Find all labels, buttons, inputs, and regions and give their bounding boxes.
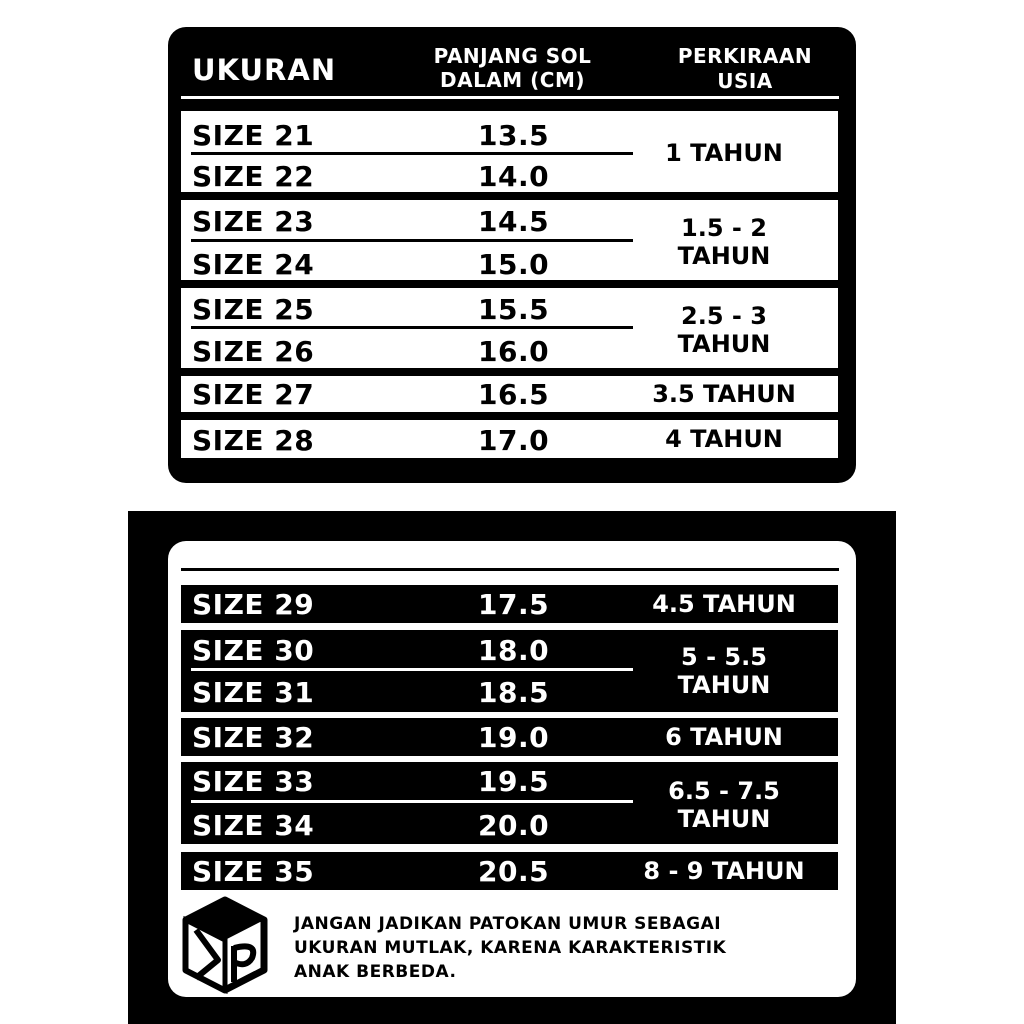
sole-length: 20.5 — [478, 855, 550, 888]
age-line1: 1 TAHUN — [665, 139, 783, 167]
sole-length: 14.5 — [478, 205, 550, 238]
top-divider — [181, 568, 839, 571]
age-estimate — [619, 139, 829, 167]
row-divider — [191, 326, 633, 329]
sole-length: 19.0 — [478, 721, 550, 754]
cube-logo-icon — [182, 896, 268, 994]
age-estimate — [619, 302, 829, 358]
disclaimer-note — [294, 912, 834, 984]
age-estimate — [619, 643, 829, 699]
size-label: SIZE 34 — [192, 809, 315, 842]
note-line2: UKURAN MUTLAK, KARENA KARAKTERISTIK — [294, 938, 727, 958]
sole-length: 17.5 — [478, 588, 550, 621]
age-line1: 2.5 - 3 — [681, 302, 767, 330]
size-label: SIZE 24 — [192, 248, 315, 281]
age-line1: 8 - 9 TAHUN — [643, 857, 805, 885]
size-group — [181, 200, 838, 280]
sole-length: 15.5 — [478, 293, 550, 326]
size-group — [181, 762, 838, 844]
header-length-line2: DALAM (CM) — [439, 68, 586, 92]
header-length-line1: PANJANG SOL — [433, 44, 592, 68]
age-estimate — [619, 723, 829, 751]
size-label: SIZE 22 — [192, 160, 315, 193]
size-label: SIZE 26 — [192, 335, 315, 368]
size-label: SIZE 27 — [192, 378, 315, 411]
size-label: SIZE 23 — [192, 205, 315, 238]
size-label: SIZE 32 — [192, 721, 315, 754]
row-divider — [191, 239, 633, 242]
age-estimate — [619, 777, 829, 833]
note-line1: JANGAN JADIKAN PATOKAN UMUR SEBAGAI — [294, 914, 722, 934]
header-age-line2: USIA — [717, 69, 773, 93]
age-line1: 6 TAHUN — [665, 723, 783, 751]
age-line1: 4.5 TAHUN — [652, 590, 796, 618]
size-label: SIZE 21 — [192, 119, 315, 152]
size-group — [181, 718, 838, 756]
size-label: SIZE 25 — [192, 293, 315, 326]
size-label: SIZE 35 — [192, 855, 315, 888]
sole-length: 18.5 — [478, 676, 550, 709]
size-label: SIZE 33 — [192, 765, 315, 798]
header-age-line1: PERKIRAAN — [677, 44, 813, 68]
sole-length: 15.0 — [478, 248, 550, 281]
sole-length: 16.5 — [478, 378, 550, 411]
row-divider — [191, 152, 633, 155]
age-estimate — [619, 857, 829, 885]
row-divider — [191, 800, 633, 803]
header-divider — [181, 96, 839, 99]
sole-length: 18.0 — [478, 634, 550, 667]
age-line1: 5 - 5.5 — [681, 643, 767, 671]
size-group — [181, 376, 838, 412]
sole-length: 14.0 — [478, 160, 550, 193]
size-group — [181, 585, 838, 623]
age-line2: TAHUN — [677, 242, 771, 270]
header-age — [640, 44, 850, 94]
header-length — [400, 44, 625, 92]
sole-length: 19.5 — [478, 765, 550, 798]
size-label: SIZE 28 — [192, 424, 315, 457]
size-label: SIZE 31 — [192, 676, 315, 709]
age-line1: 6.5 - 7.5 — [668, 777, 780, 805]
sole-length: 16.0 — [478, 335, 550, 368]
row-divider — [191, 668, 633, 671]
note-line3: ANAK BERBEDA. — [294, 962, 457, 982]
age-line2: TAHUN — [677, 805, 771, 833]
size-group — [181, 630, 838, 712]
size-group — [181, 288, 838, 368]
age-line2: TAHUN — [677, 330, 771, 358]
size-group — [181, 420, 838, 458]
sole-length: 17.0 — [478, 424, 550, 457]
size-group — [181, 852, 838, 890]
age-line1: 4 TAHUN — [665, 425, 783, 453]
size-label: SIZE 29 — [192, 588, 315, 621]
size-group — [181, 111, 838, 192]
age-estimate — [619, 590, 829, 618]
age-estimate — [619, 214, 829, 270]
sole-length: 13.5 — [478, 119, 550, 152]
age-line1: 3.5 TAHUN — [652, 380, 796, 408]
header-size: UKURAN — [192, 53, 337, 87]
age-line1: 1.5 - 2 — [681, 214, 767, 242]
age-estimate — [619, 380, 829, 408]
size-label: SIZE 30 — [192, 634, 315, 667]
sole-length: 20.0 — [478, 809, 550, 842]
age-estimate — [619, 425, 829, 453]
age-line2: TAHUN — [677, 671, 771, 699]
